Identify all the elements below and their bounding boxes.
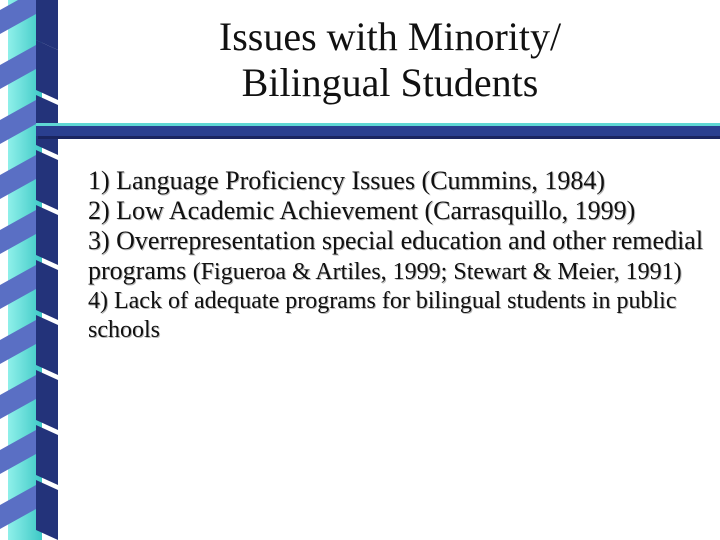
slide-title: [60, 14, 720, 106]
binding-strip-decoration: [0, 0, 62, 540]
list-item-1: 1) Language Proficiency Issues (Cummins, 1984): [88, 166, 606, 195]
list-item-4: 4) Lack of adequate programs for bilingual students in public schools: [88, 288, 677, 343]
list-item-3-text: 3) Overrepresentation special education and other remedial programs: [88, 226, 704, 285]
list-item-2: 2) Low Academic Achievement (Carrasquillo, 1999): [88, 196, 636, 225]
slide-title-line-1: Issues with Minority/: [218, 14, 562, 59]
title-divider: [36, 126, 720, 136]
list-item-3: [88, 226, 708, 287]
slide-title-line-2: Bilingual Students: [241, 60, 539, 105]
binding-strip-graphic: [0, 0, 62, 540]
bullet-list: [88, 166, 708, 345]
list-item-3-citation: (Figueroa & Artiles, 1999; Stewart & Meier, 1991): [192, 259, 682, 285]
